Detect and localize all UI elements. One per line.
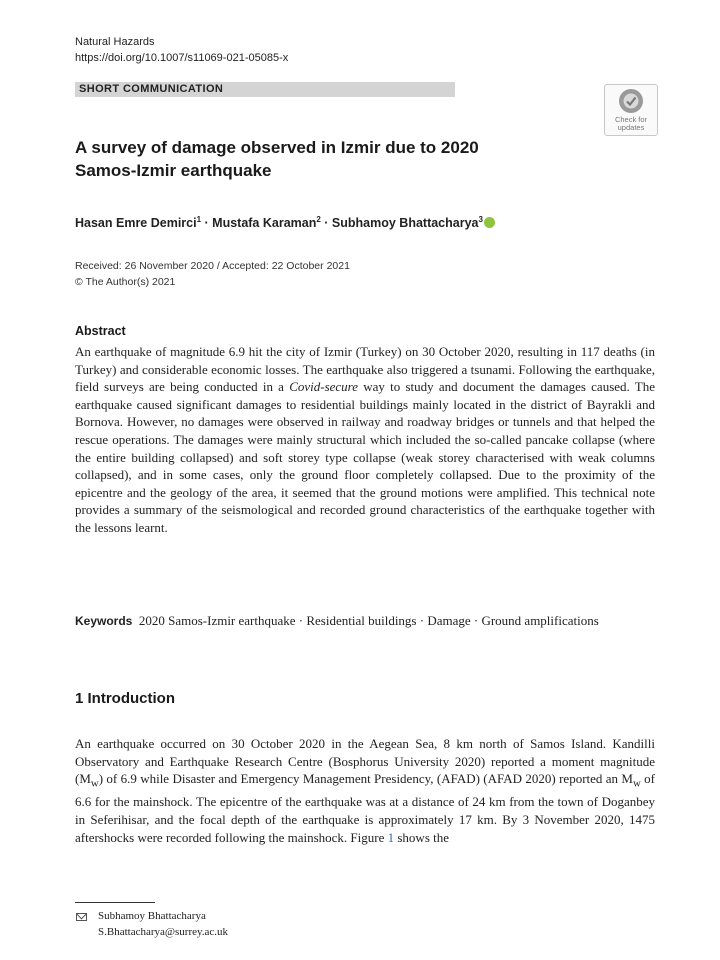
orcid-icon[interactable]: [484, 217, 495, 228]
article-dates: [75, 258, 350, 290]
author-name[interactable]: Subhamoy Bhattacharya: [331, 216, 479, 231]
author-separator: ·: [320, 216, 332, 231]
introduction-heading: 1 Introduction: [75, 690, 175, 707]
author-list: [75, 212, 635, 231]
corresponding-author-email[interactable]: S.Bhattacharya@surrey.ac.uk: [98, 926, 229, 938]
author-affiliation: 1: [196, 215, 202, 224]
check-for-updates-badge[interactable]: [604, 84, 658, 136]
footnote-divider: [75, 902, 155, 903]
author-separator: ·: [201, 216, 213, 231]
article-title: A survey of damage observed in Izmir due to 2020 Samos-Izmir earthquake: [75, 138, 479, 180]
received-accepted: Received: 26 November 2020 / Accepted: 22 October 2021: [75, 260, 350, 272]
copyright: © The Author(s) 2021: [75, 276, 176, 288]
figure-1-link[interactable]: 1: [387, 829, 395, 845]
keywords-label: Keywords: [75, 614, 133, 628]
check-updates-icon: [618, 88, 644, 114]
journal-name: Natural Hazards: [75, 36, 155, 48]
author-name[interactable]: Hasan Emre Demirci: [75, 216, 197, 231]
journal-header: [75, 34, 288, 66]
envelope-icon: [76, 913, 87, 921]
check-updates-label: Check for updates: [614, 115, 648, 132]
keywords-list: 2020 Samos-Izmir earthquake · Residential buildings · Damage · Ground amplifications: [138, 613, 599, 628]
author-name[interactable]: Mustafa Karaman: [212, 216, 317, 231]
author-affiliation: 3: [478, 215, 483, 224]
corresponding-author-name: Subhamoy Bhattacharya: [98, 910, 206, 922]
abstract-body: An earthquake of magnitude 6.9 hit the city of Izmir (Turkey) on 30 October 2020, resulting in 117 deaths (in Turkey) and considerable economic losses. The earthquake also triggered a tsunami. Following the earthquake, field surveys are being conducted in a Covid-secure way to study and document the damages caused. The earthquake caused significant damages to residential buildings mainly located in the district of Bayrakli and Bornova. However, no damages were observed in railway and roadway bridges or tunnels and that helped the rescue operations. The damages were mainly structural which included the so-called pancake collapse (where the entire building collapsed) and soft storey type collapse (weak storey characterised with weak columns collapsed), and in some cases, only the ground floor completely collapsed. Due to the proximity of the epicentre and the geology of the area, it seemed that the ground motions were amplified. This technical note provides a summary of the seismological and recorded ground characteristics of the earthquake together with the lessons learnt.: [75, 344, 655, 535]
article-type-banner: SHORT COMMUNICATION: [75, 82, 455, 97]
keywords: [75, 612, 655, 631]
author-affiliation: 2: [316, 215, 321, 224]
abstract-heading: Abstract: [75, 324, 126, 338]
introduction-body: An earthquake occurred on 30 October 2020 in the Aegean Sea, 8 km north of Samos Island. Kandilli Observatory and Earthquake Research Centre (Bosphorus University 2020) reported a moment magnitude $(M_w)$ of 6.9 while Disaster and Emergency Management Presidency, (AFAD) (AFAD 2020) reported an $M_w$ of 6.6 for the mainshock. The epicentre of the earthquake was at a distance of 24 km from the town of Doganbey in Seferihisar, and the focal depth of the earthquake is approximately 17 km. By 3 November 2020, 1475 aftershocks were recorded following the mainshock. Figure 1 shows the: [75, 736, 655, 845]
doi-link[interactable]: https://doi.org/10.1007/s11069-021-05085-x: [75, 52, 289, 64]
